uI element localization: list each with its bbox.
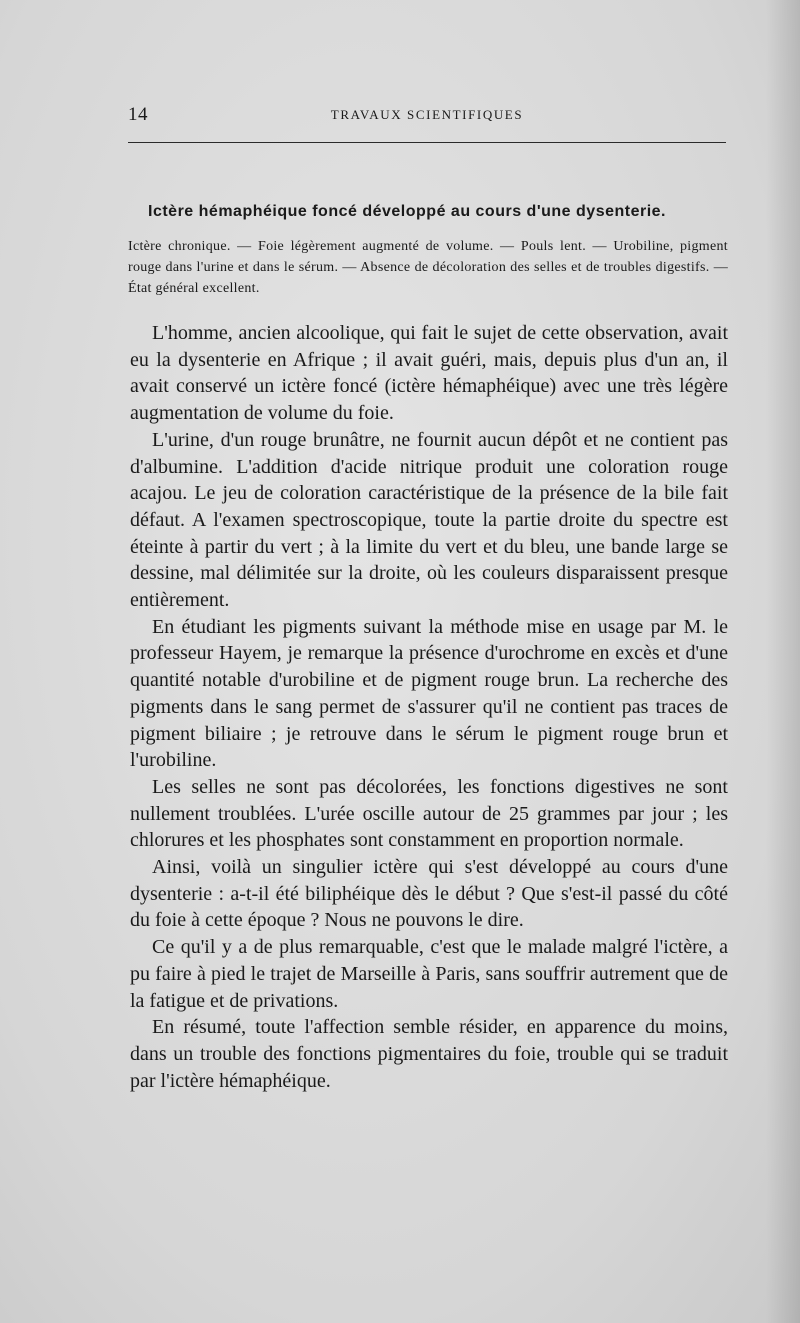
paragraph: L'homme, ancien alcoolique, qui fait le sujet de cette observation, avait eu la dysenterie en Afrique ; il avait guéri, mais, depuis plus d'un an, il avait conservé un ictère foncé (ictère hémaphéique) avec une très légère augmentation de volume du foie. xyxy=(130,322,728,425)
paragraph: L'urine, d'un rouge brunâtre, ne fournit aucun dépôt et ne contient pas d'albumine. L'addition d'acide nitrique produit une coloration rouge acajou. Le jeu de coloration caractéristique de la présence de la bile fait défaut. A l'examen spectroscopique, toute la partie droite du spectre est éteinte à partir du vert ; à la limite du vert et du bleu, une bande large se dessine, mal délimitée sur la droite, où les couleurs disparaissent presque entièrement. xyxy=(130,428,728,612)
article-heading: Ictère hémaphéique foncé développé au cours d'une dysenterie. xyxy=(148,203,666,220)
running-title: TRAVAUX SCIENTIFIQUES xyxy=(330,107,524,122)
paragraph: Ce qu'il y a de plus remarquable, c'est que le malade malgré l'ictère, a pu faire à pied le trajet de Marseille à Paris, sans souffrir autrement que de la fatigue et de privations. xyxy=(130,936,728,1012)
header-rule xyxy=(128,142,726,143)
paragraph: En étudiant les pigments suivant la méthode mise en usage par M. le professeur Hayem, je remarque la présence d'urochrome en excès et d'une quantité notable d'urobiline et de pigment rouge brun. La recherche des pigments dans le sang permet de s'assurer qu'il ne contient pas traces de pigment biliaire ; je retrouve dans le sérum le pigment rouge brun et l'urobiline. xyxy=(130,615,728,772)
page-number: 14 xyxy=(128,104,148,125)
paragraph: Les selles ne sont pas décolorées, les fonctions digestives ne sont nullement troublées. L'urée oscille autour de 25 grammes par jour ; les chlorures et les phosphates sont constamment en proportion normale. xyxy=(130,775,728,852)
paragraph: Ainsi, voilà un singulier ictère qui s'est développé au cours d'une dysenterie : a-t-il été biliphéique dès le début ? Que s'est-il passé du côté du foie à cette époque ? Nous ne pouvons le dire. xyxy=(130,856,728,932)
article-body xyxy=(130,320,728,1094)
article-summary: Ictère chronique. — Foie légèrement augmenté de volume. — Pouls lent. — Urobiline, pigment rouge dans l'urine et dans le sérum. — Absence de décoloration des selles et de troubles digestifs. — État général excellent. xyxy=(128,239,728,296)
page-gutter-shadow xyxy=(766,0,800,1323)
running-head xyxy=(128,104,726,128)
paragraph: En résumé, toute l'affection semble résider, en apparence du moins, dans un trouble des fonctions pigmentaires du foie, trouble qui se traduit par l'ictère hémaphéique. xyxy=(130,1016,728,1092)
